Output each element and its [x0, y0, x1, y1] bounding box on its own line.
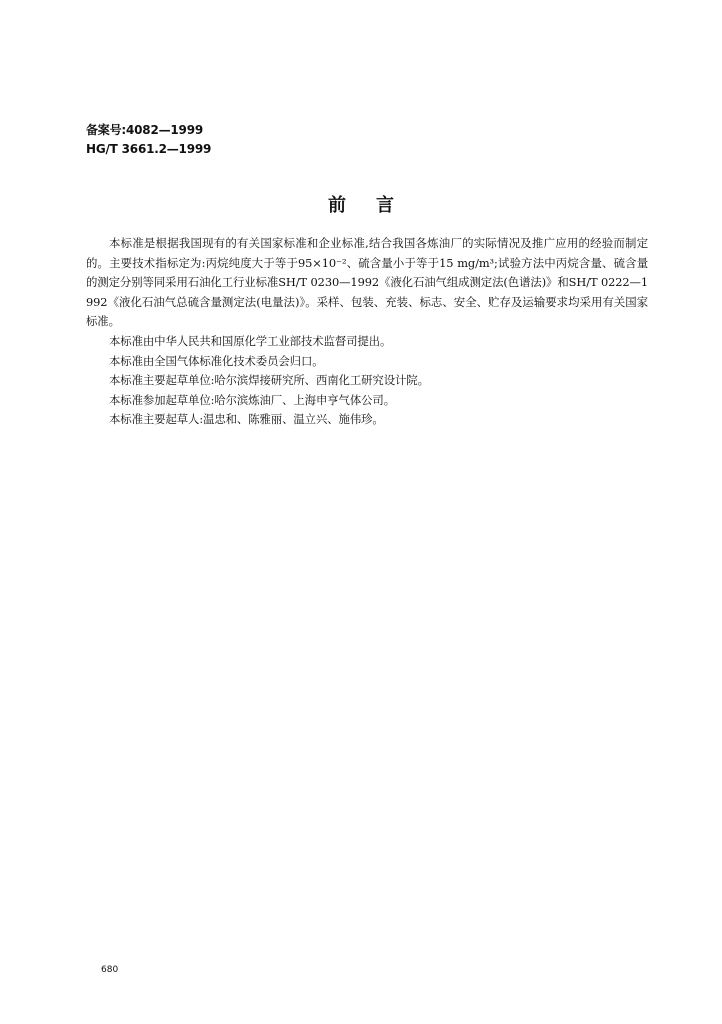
- section-title: 前言: [328, 195, 424, 216]
- paragraph-drafters: 本标准主要起草人:温忠和、陈雅丽、温立兴、施伟珍。: [109, 412, 384, 427]
- page-number: 680: [101, 965, 119, 975]
- paragraph-proposer: 本标准由中华人民共和国原化学工业部技术监督司提出。: [109, 333, 392, 348]
- paragraph-participating-units: 本标准参加起草单位:哈尔滨炼油厂、上海申亨气体公司。: [109, 392, 396, 407]
- standard-code: HG/T 3661.2—1999: [86, 142, 212, 156]
- record-number: 备案号:4082—1999: [86, 123, 203, 137]
- standard-header: [86, 121, 211, 159]
- paragraph-summary: 本标准是根据我国现有的有关国家标准和企业标准,结合我国各炼油厂的实际情况及推广应用的经验而制定的。主要技术指标定为:丙烷纯度大于等于95×10⁻²、硫含量小于等于15 mg/m³;试验方法中丙烷含量、硫含量的测定分别等同采用石油化工行业标准SH/T 0230—1992《液化石油气组成测定法(色谱法)》和SH/T 0222—1992《液化石油气总硫含量测定法(电量法)》。采样、包装、充装、标志、安全、贮存及运输要求均采用有关国家标准。: [86, 236, 648, 329]
- paragraph-centralized-unit: 本标准由全国气体标准化技术委员会归口。: [109, 353, 324, 368]
- foreword-body: [86, 234, 648, 430]
- paragraph-main-drafting-units: 本标准主要起草单位:哈尔滨焊接研究所、西南化工研究设计院。: [109, 373, 429, 388]
